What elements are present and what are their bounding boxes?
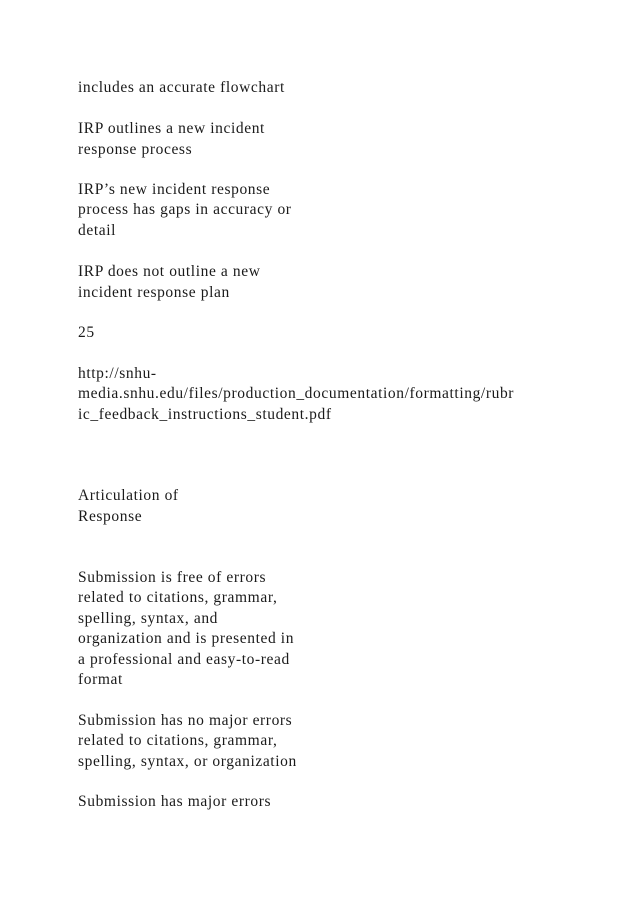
score-value: 25 [78,324,95,341]
text-line: IRP’s new incident response [78,181,271,198]
text-line: related to citations, grammar, [78,732,278,749]
text-line: Submission is free of errors [78,569,267,586]
text-line: IRP outlines a new incident [78,120,265,137]
text-line: organization and is presented in [78,630,295,647]
url-line: media.snhu.edu/files/production_documentation/formatting/rubr [78,385,515,402]
text-line: includes an accurate flowchart [78,79,285,96]
text-line: process has gaps in accuracy or [78,201,292,218]
text-line: Submission has major errors [78,793,272,810]
text-line: IRP does not outline a new [78,263,261,280]
url-line: http://snhu- [78,365,157,382]
text-line: a professional and easy-to-read [78,651,290,668]
text-line: spelling, syntax, or organization [78,753,297,770]
url-line: ic_feedback_instructions_student.pdf [78,406,332,423]
text-line: format [78,671,123,688]
text-line: response process [78,141,193,158]
criterion-title: Response [78,508,143,525]
text-line: spelling, syntax, and [78,610,219,627]
text-line: detail [78,222,117,239]
text-line: incident response plan [78,284,230,301]
text-line: Submission has no major errors [78,712,293,729]
criterion-title: Articulation of [78,487,179,504]
text-line: related to citations, grammar, [78,589,278,606]
